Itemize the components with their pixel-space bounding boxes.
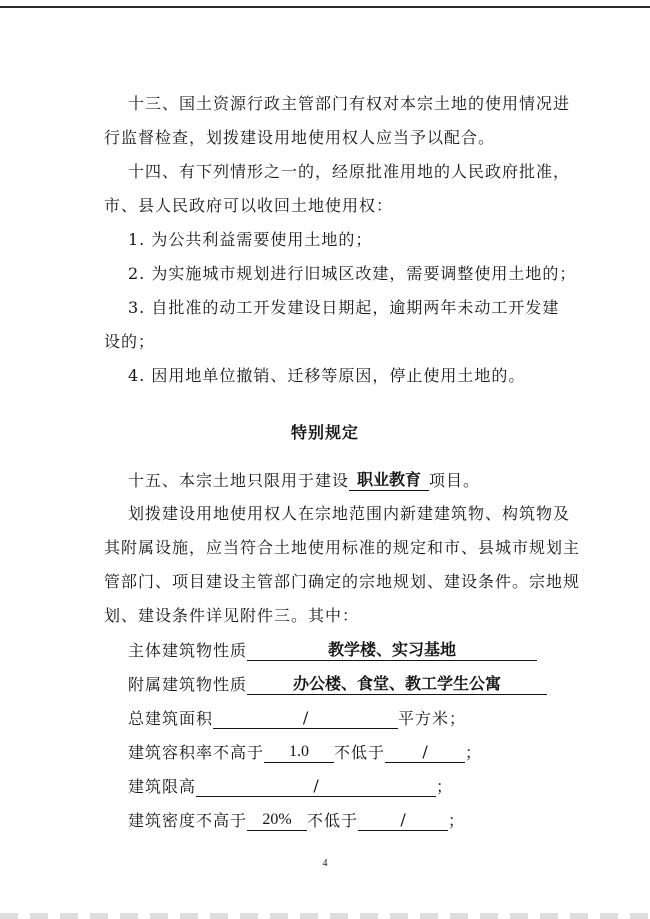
floor-area-ratio-min-label: 不低于 [334,743,386,762]
building-density-label: 建筑密度不高于 [128,811,248,830]
special-provisions-heading: 特别规定 [290,423,359,442]
article14-item-4: 4. 因用地单位撤销、迁移等原因，停止使用土地的。 [128,366,526,385]
top-border [0,6,650,8]
height-limit-label: 建筑限高 [128,777,197,796]
land-purpose-field: 职业教育 [349,470,429,491]
main-building-nature-row [128,640,537,661]
scan-edge-artifact [0,913,650,919]
aux-building-nature-label: 附属建筑物性质 [128,675,248,694]
building-density-min-field: / [358,810,448,831]
article15-suffix: 项目。 [429,471,481,490]
building-density-end: ； [448,811,466,830]
aux-building-nature-field: 办公楼、食堂、教工学生公寓 [247,674,547,695]
article14-item-3-cont: 设的； [104,332,156,351]
total-floor-area-field: / [213,708,398,729]
article15-para-line4: 划、建设条件详见附件三。其中： [104,606,360,625]
article13-line2: 行监督检查，划拨建设用地使用权人应当予以配合。 [104,128,496,147]
building-density-min-label: 不低于 [307,811,359,830]
floor-area-ratio-row [128,742,482,763]
main-building-nature-field: 教学楼、实习基地 [247,640,537,661]
building-density-row [128,810,465,831]
floor-area-ratio-end: ； [465,743,483,762]
floor-area-ratio-max-field: 1.0 [264,742,334,763]
floor-area-ratio-min-field: / [385,742,465,763]
article14-line1: 十四、有下列情形之一的，经原批准用地的人民政府批准， [128,162,571,181]
article15-para-line3: 管部门、项目建设主管部门确定的宗地规划、建设条件。宗地规 [104,572,581,591]
article15-para-line1: 划拨建设用地使用权人在宗地范围内新建建筑物、构筑物及 [128,504,571,523]
article14-item-2: 2. 为实施城市规划进行旧城区改建，需要调整使用土地的； [128,264,577,283]
total-floor-area-row [128,708,466,729]
floor-area-ratio-label: 建筑容积率不高于 [128,743,265,762]
article14-line2: 市、县人民政府可以收回土地使用权： [104,196,394,215]
aux-building-nature-row [128,674,547,695]
main-building-nature-label: 主体建筑物性质 [128,641,248,660]
page-number: 4 [322,858,328,869]
height-limit-row [128,776,453,797]
building-density-max-field: 20% [247,810,307,831]
article15-para-line2: 其附属设施，应当符合土地使用标准的规定和市、县城市规划主 [104,538,581,557]
height-limit-end: ； [436,777,454,796]
article14-item-1: 1. 为公共利益需要使用土地的； [128,230,373,249]
article13-line1: 十三、国土资源行政主管部门有权对本宗土地的使用情况进 [128,94,571,113]
article14-item-3: 3. 自批准的动工开发建设日期起，逾期两年未动工开发建 [128,298,560,317]
article15-line1 [128,470,480,491]
total-floor-area-unit: 平方米； [398,709,467,728]
height-limit-field: / [196,776,436,797]
total-floor-area-label: 总建筑面积 [128,709,214,728]
article15-prefix: 十五、本宗土地只限用于建设 [128,471,350,490]
